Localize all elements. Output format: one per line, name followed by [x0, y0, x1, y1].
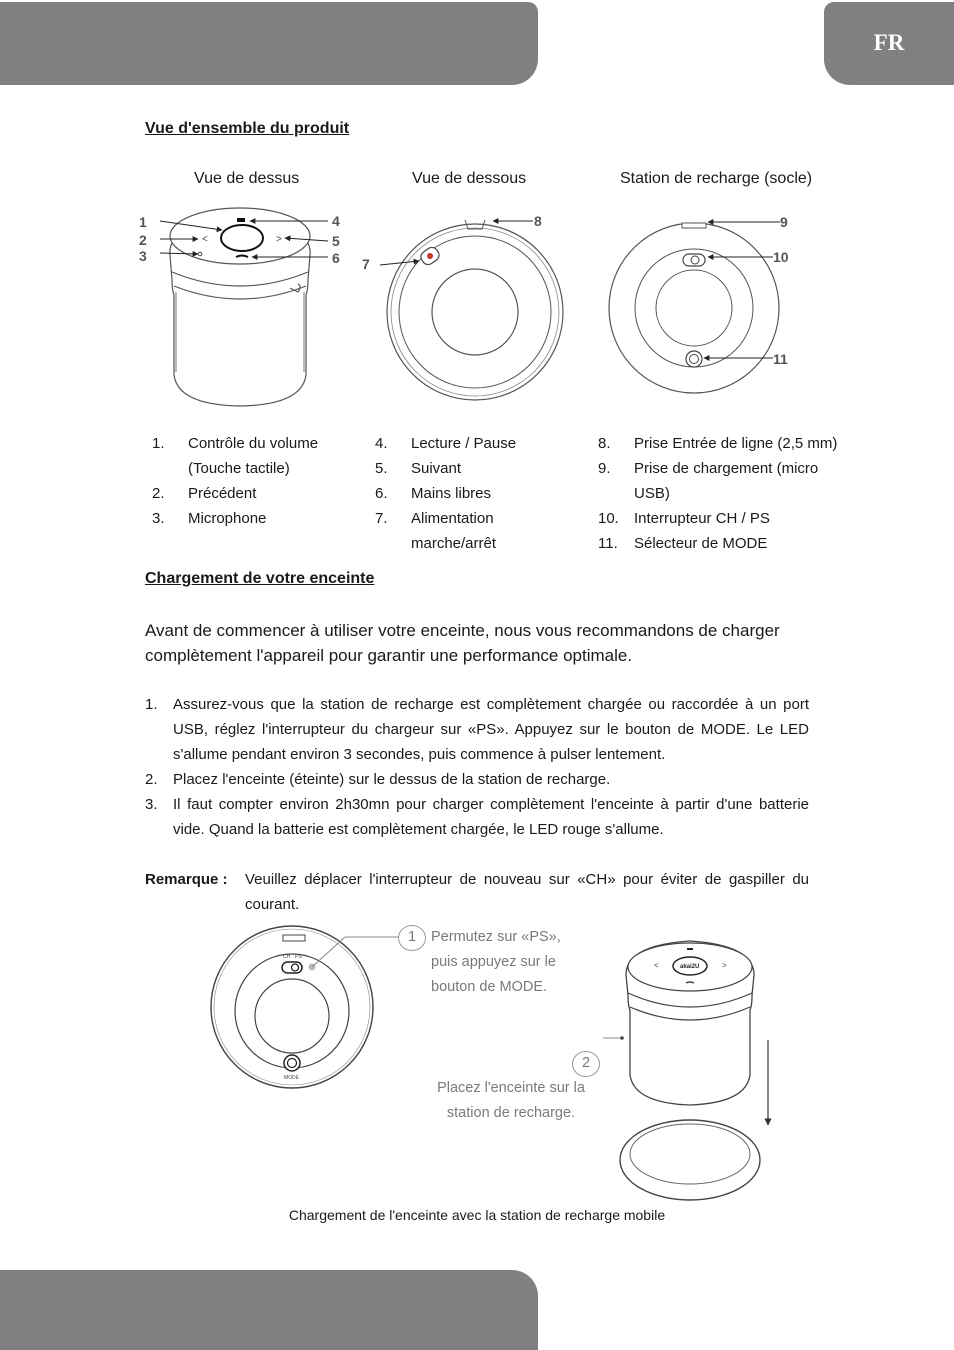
- switch-label-ps: PS: [295, 954, 302, 960]
- note-label: Remarque :: [145, 871, 228, 888]
- callout-7: 7: [362, 256, 370, 272]
- callout-6: 6: [332, 250, 340, 266]
- step-1-badge: 1: [398, 925, 426, 951]
- callout-11: 11: [773, 351, 788, 367]
- mode-label: MODE: [284, 1075, 299, 1081]
- language-label: FR: [873, 30, 905, 55]
- svg-text:<: <: [202, 234, 208, 245]
- legend-item: 10. Interrupteur CH / PS: [598, 510, 770, 527]
- legend-item: 5. Suivant: [375, 460, 462, 477]
- step-2-callout: Placez l'enceinte sur la station de recharge.: [437, 1080, 585, 1121]
- callout-4: 4: [332, 213, 340, 229]
- figure-caption: Chargement de l'enceinte avec la station de recharge mobile: [288, 1207, 666, 1223]
- list-item: 3. Il faut compter environ 2h30mn pour charger complètement l'enceinte à partir d'une batterie vide. Quand la batterie est complètement chargée, le LED rouge s'allume.: [145, 796, 809, 838]
- brand-label: akai2U: [680, 964, 700, 970]
- svg-text:>: >: [722, 961, 727, 970]
- legend-item: 9. Prise de chargement (micro USB): [598, 460, 819, 502]
- legend-item: 4. Lecture / Pause: [375, 435, 517, 452]
- callout-3: 3: [139, 248, 147, 264]
- step-2-badge: 2: [572, 1051, 600, 1077]
- view-label-bottom: Vue de dessous: [412, 170, 527, 187]
- svg-text:>: >: [276, 234, 282, 245]
- callout-9: 9: [780, 214, 788, 230]
- list-item: 2. Placez l'enceinte (éteinte) sur le dessus de la station de recharge.: [145, 771, 611, 788]
- legend-item: 1. Contrôle du volume (Touche tactile): [152, 435, 319, 477]
- view-label-top: Vue de dessus: [194, 170, 300, 187]
- legend-item: 3. Microphone: [152, 510, 267, 527]
- legend-item: 2. Précédent: [152, 485, 257, 502]
- note-text: Veuillez déplacer l'interrupteur de nouveau sur «CH» pour éviter de gaspiller du courant.: [245, 871, 809, 913]
- callout-8: 8: [534, 213, 542, 229]
- intro-paragraph: Avant de commencer à utiliser votre enceinte, nous vous recommandons de charger complètement l'appareil pour garantir une performance optimale.: [145, 621, 780, 665]
- speaker-on-station-illustration: [600, 935, 790, 1210]
- legend-item: 7. Alimentation marche/arrêt: [375, 510, 497, 552]
- callout-1: 1: [139, 214, 147, 230]
- section-title-overview: Vue d'ensemble du produit: [145, 120, 350, 137]
- section-title-charging: Chargement de votre enceinte: [145, 570, 375, 587]
- legend-item: 6. Mains libres: [375, 485, 492, 502]
- legend-item: 8. Prise Entrée de ligne (2,5 mm): [598, 435, 838, 452]
- callout-2: 2: [139, 232, 147, 248]
- list-item: 1. Assurez-vous que la station de recharge est complètement chargée ou raccordée à un port USB, réglez l'interrupteur du chargeur sur «PS». Appuyez sur le bouton de MODE. Le LED s'allume pendant environ 3 secondes, puis commence à pulser lentement.: [145, 696, 809, 763]
- view-label-station: Station de recharge (socle): [620, 170, 813, 187]
- step-1-callout: Permutez sur «PS», puis appuyez sur le bouton de MODE.: [431, 929, 561, 995]
- switch-label-ch: CH: [283, 954, 291, 960]
- svg-text:<: <: [654, 961, 659, 970]
- callout-5: 5: [332, 233, 340, 249]
- callout-10: 10: [773, 249, 789, 265]
- legend-item: 11. Sélecteur de MODE: [598, 535, 768, 552]
